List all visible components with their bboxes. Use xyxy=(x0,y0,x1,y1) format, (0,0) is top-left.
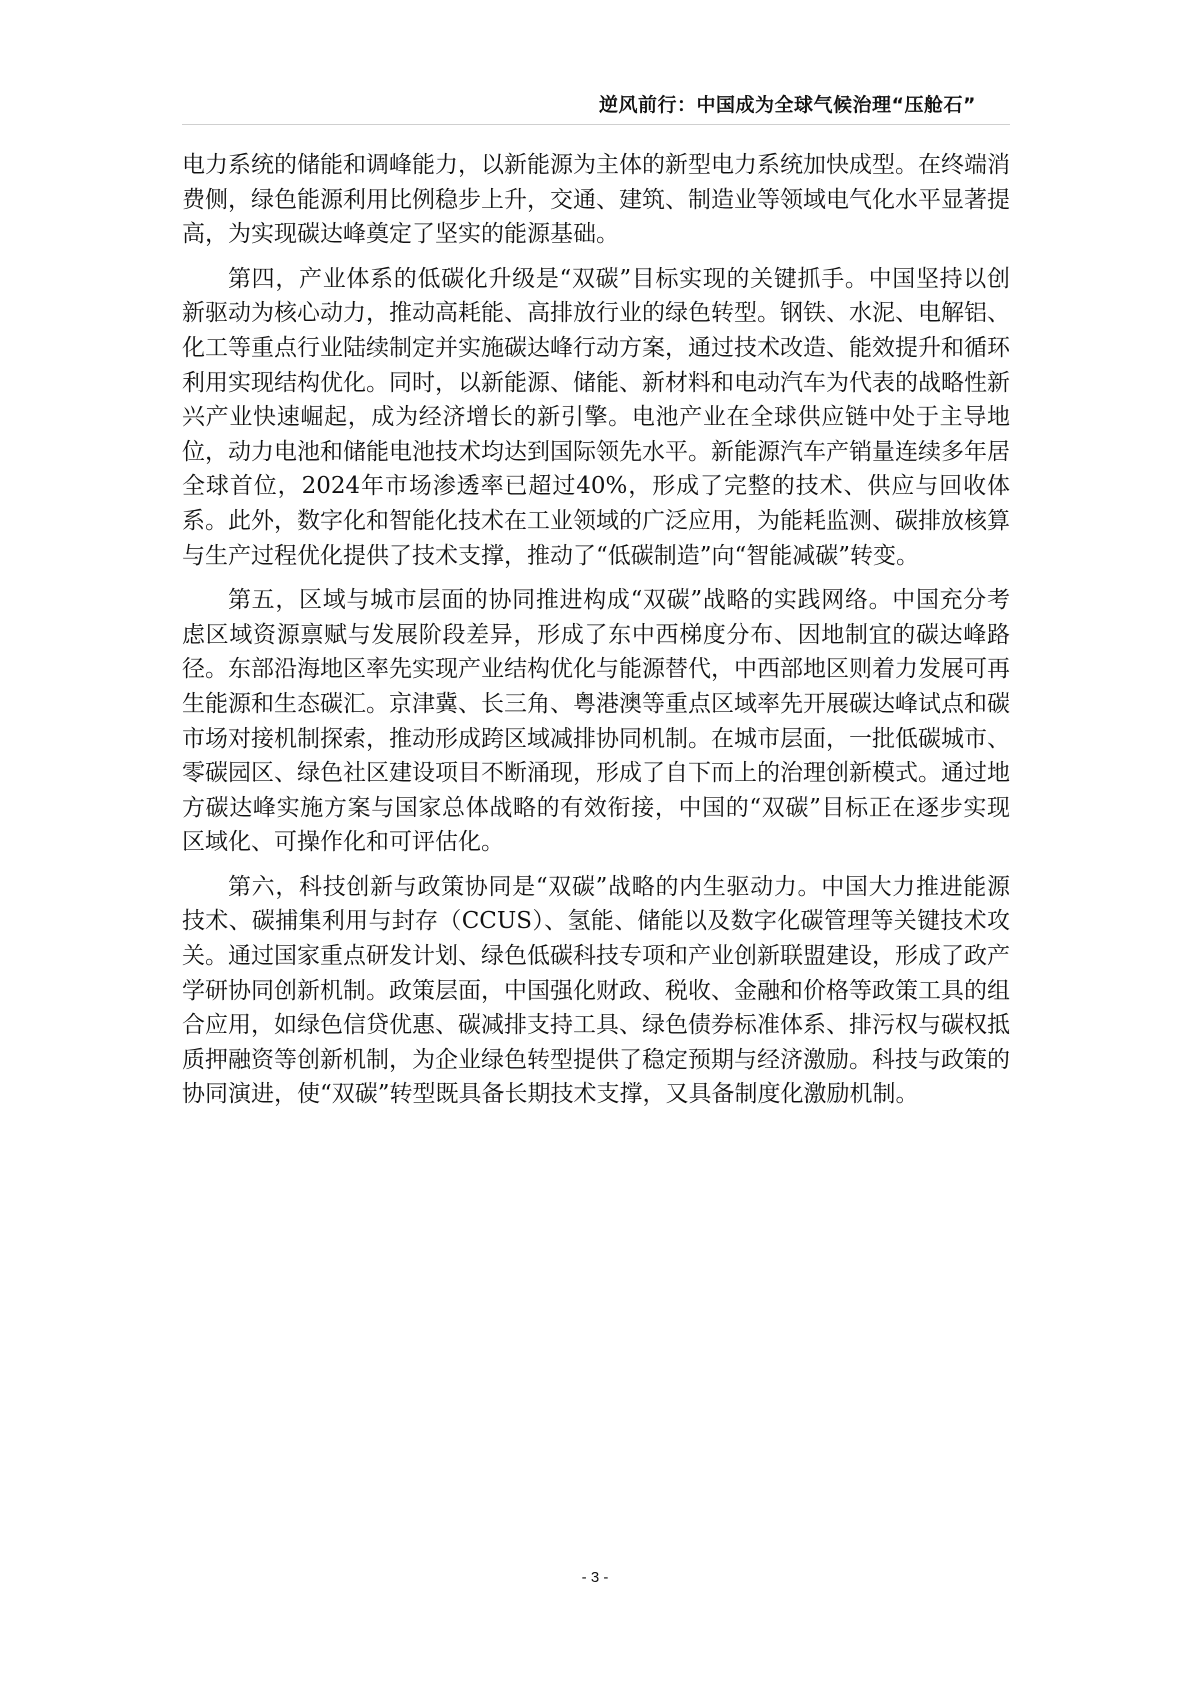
running-header-title: 逆风前行：中国成为全球气候治理“压舱石” xyxy=(599,94,976,116)
paragraph-sixth: 第六，科技创新与政策协同是“双碳”战略的内生驱动力。中国大力推进能源技术、碳捕集利用与封存（CCUS）、氢能、储能以及数字化碳管理等关键技术攻关。通过国家重点研发计划、绿色低碳科技专项和产业创新联盟建设，形成了政产学研协同创新机制。政策层面，中国强化财政、税收、金融和价格等政策工具的组合应用，如绿色信贷优惠、碳减排支持工具、绿色债券标准体系、排污权与碳权抵质押融资等创新机制，为企业绿色转型提供了稳定预期与经济激励。科技与政策的协同演进，使“双碳”转型既具备长期技术支撑，又具备制度化激励机制。 xyxy=(182,873,1010,1108)
paragraph-continued: 电力系统的储能和调峰能力，以新能源为主体的新型电力系统加快成型。在终端消费侧，绿色能源利用比例稳步上升，交通、建筑、制造业等领域电气化水平显著提高，为实现碳达峰奠定了坚实的能源基础。 xyxy=(182,152,1010,248)
paragraph-fourth: 第四，产业体系的低碳化升级是“双碳”目标实现的关键抓手。中国坚持以创新驱动为核心动力，推动高耗能、高排放行业的绿色转型。钢铁、水泥、电解铝、化工等重点行业陆续制定并实施碳达峰行动方案，通过技术改造、能效提升和循环利用实现结构优化。同时，以新能源、储能、新材料和电动汽车为代表的战略性新兴产业快速崛起，成为经济增长的新引擎。电池产业在全球供应链中处于主导地位，动力电池和储能电池技术均达到国际领先水平。新能源汽车产销量连续多年居全球首位，2024年市场渗透率已超过40%，形成了完整的技术、供应与回收体系。此外，数字化和智能化技术在工业领域的广泛应用，为能耗监测、碳排放核算与生产过程优化提供了技术支撑，推动了“低碳制造”向“智能减碳”转变。 xyxy=(182,265,1010,569)
body-text xyxy=(182,148,1010,1122)
page-number: - 3 - xyxy=(581,1569,609,1586)
header-divider xyxy=(182,124,1010,125)
paragraph-fifth: 第五，区域与城市层面的协同推进构成“双碳”战略的实践网络。中国充分考虑区域资源禀赋与发展阶段差异，形成了东中西梯度分布、因地制宜的碳达峰路径。东部沿海地区率先实现产业结构优化与能源替代，中西部地区则着力发展可再生能源和生态碳汇。京津冀、长三角、粤港澳等重点区域率先开展碳达峰试点和碳市场对接机制探索，推动形成跨区域减排协同机制。在城市层面，一批低碳城市、零碳园区、绿色社区建设项目不断涌现，形成了自下而上的治理创新模式。通过地方碳达峰实施方案与国家总体战略的有效衔接，中国的“双碳”目标正在逐步实现区域化、可操作化和可评估化。 xyxy=(182,587,1010,856)
